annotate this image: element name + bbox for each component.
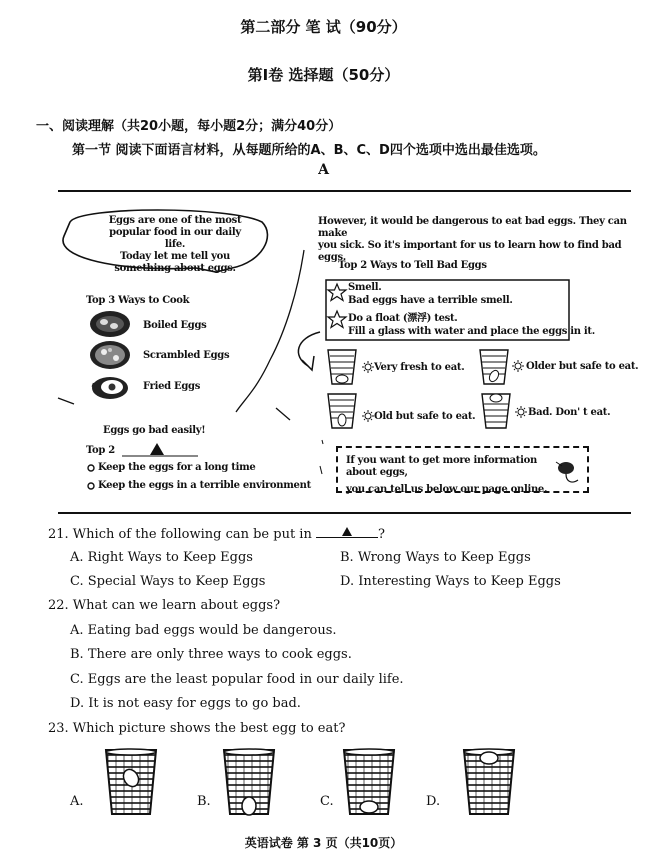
method2-desc: Fill a glass with water and place the eggs in it.: [348, 326, 595, 337]
passage-label: A: [318, 162, 329, 178]
cook-item-fried: Fried Eggs: [143, 381, 201, 392]
sun-icon: [512, 360, 524, 372]
bubble-text: Eggs are one of the most popular food in our daily life. Today let me tell you something about eggs.: [108, 215, 242, 274]
divider-tick-right: [276, 408, 290, 420]
q23-option-b[interactable]: B.: [197, 794, 211, 809]
q22-option-a[interactable]: A. Eating bad eggs would be dangerous.: [70, 623, 337, 638]
fried-egg-pan-icon: [92, 377, 128, 399]
divider-tick-left: [58, 398, 74, 404]
star-icon: [328, 311, 346, 328]
boiled-egg-pan-icon: [90, 311, 130, 337]
info-box-text: If you want to get more information about eggs, you can tell us below our page online.: [346, 455, 548, 495]
triangle-icon: [150, 443, 164, 455]
q23-option-a[interactable]: A.: [70, 794, 84, 809]
sun-icon: [515, 406, 527, 418]
q23-glasses: [0, 740, 647, 820]
bullet-icon: [88, 465, 94, 471]
section-title: 一、阅读理解（共20小题，每小题2分；满分40分）: [36, 119, 342, 134]
glass-egg-upright-icon: [328, 394, 356, 428]
glass-egg-floating-icon: [482, 394, 510, 428]
glass-result-1: Very fresh to eat.: [374, 362, 465, 373]
q21-option-a[interactable]: A. Right Ways to Keep Eggs: [70, 550, 253, 565]
curved-arrow-icon: [298, 332, 320, 366]
glass-egg-tilted-icon: [480, 350, 508, 384]
q21-option-b[interactable]: B. Wrong Ways to Keep Eggs: [340, 550, 531, 565]
triangle-icon: [342, 527, 352, 536]
keep-item-1: Keep the eggs for a long time: [98, 462, 256, 473]
glass-result-2: Older but safe to eat.: [526, 361, 639, 372]
warning-text: However, it would be dangerous to eat bad eggs. They can make you sick. So it's important for us to learn how to find bad eggs.: [318, 216, 627, 263]
sun-icon: [362, 410, 374, 422]
method1-title: Smell.: [348, 282, 382, 293]
glass-result-3: Old but safe to eat.: [374, 411, 476, 422]
q23-option-d[interactable]: D.: [426, 794, 441, 809]
q23-option-c[interactable]: C.: [320, 794, 334, 809]
scrambled-egg-pan-icon: [90, 341, 130, 369]
star-icon: [328, 284, 346, 301]
glass-a-icon[interactable]: [106, 749, 156, 814]
glass-c-icon[interactable]: [344, 749, 394, 814]
q23-stem: 23. Which picture shows the best egg to eat?: [48, 721, 346, 736]
volume-title: 第Ⅰ卷 选择题（50分）: [247, 66, 400, 84]
q21-option-d[interactable]: D. Interesting Ways to Keep Eggs: [340, 574, 561, 589]
method2-title: Do a float (漂浮) test.: [348, 313, 458, 324]
q22-option-b[interactable]: B. There are only three ways to cook eggs.: [70, 647, 352, 662]
q21-stem: 21. Which of the following can be put in ?: [48, 527, 385, 542]
cook-title: Top 3 Ways to Cook: [86, 295, 190, 306]
section-instruction: 第一节 阅读下面语言材料，从每题所给的A、B、C、D四个选项中选出最佳选项。: [72, 143, 546, 158]
keep-item-2: Keep the eggs in a terrible environment: [98, 480, 311, 491]
q22-option-d[interactable]: D. It is not easy for eggs to go bad.: [70, 696, 301, 711]
sun-icon: [362, 361, 374, 373]
tell-title: Top 2 Ways to Tell Bad Eggs: [338, 260, 487, 271]
method1-desc: Bad eggs have a terrible smell.: [348, 295, 513, 306]
glass-egg-bottom-icon: [328, 350, 356, 384]
glass-d-icon[interactable]: [464, 749, 514, 814]
go-bad-text: Eggs go bad easily!: [103, 425, 206, 436]
bottom-rule: [58, 512, 631, 514]
part-title: 第二部分 笔 试（90分）: [240, 18, 407, 36]
q21-blank: [316, 526, 378, 538]
cook-item-scrambled: Scrambled Eggs: [143, 350, 230, 361]
glass-result-4: Bad. Don' t eat.: [528, 407, 611, 418]
glass-b-icon[interactable]: [224, 749, 274, 815]
keep-title: Top 2: [86, 445, 115, 456]
q22-stem: 22. What can we learn about eggs?: [48, 598, 281, 613]
q21-option-c[interactable]: C. Special Ways to Keep Eggs: [70, 574, 266, 589]
bullet-icon: [88, 483, 94, 489]
cook-item-boiled: Boiled Eggs: [143, 320, 207, 331]
q22-option-c[interactable]: C. Eggs are the least popular food in our daily life.: [70, 672, 404, 687]
page-footer: 英语试卷 第 3 页（共10页）: [244, 836, 403, 850]
